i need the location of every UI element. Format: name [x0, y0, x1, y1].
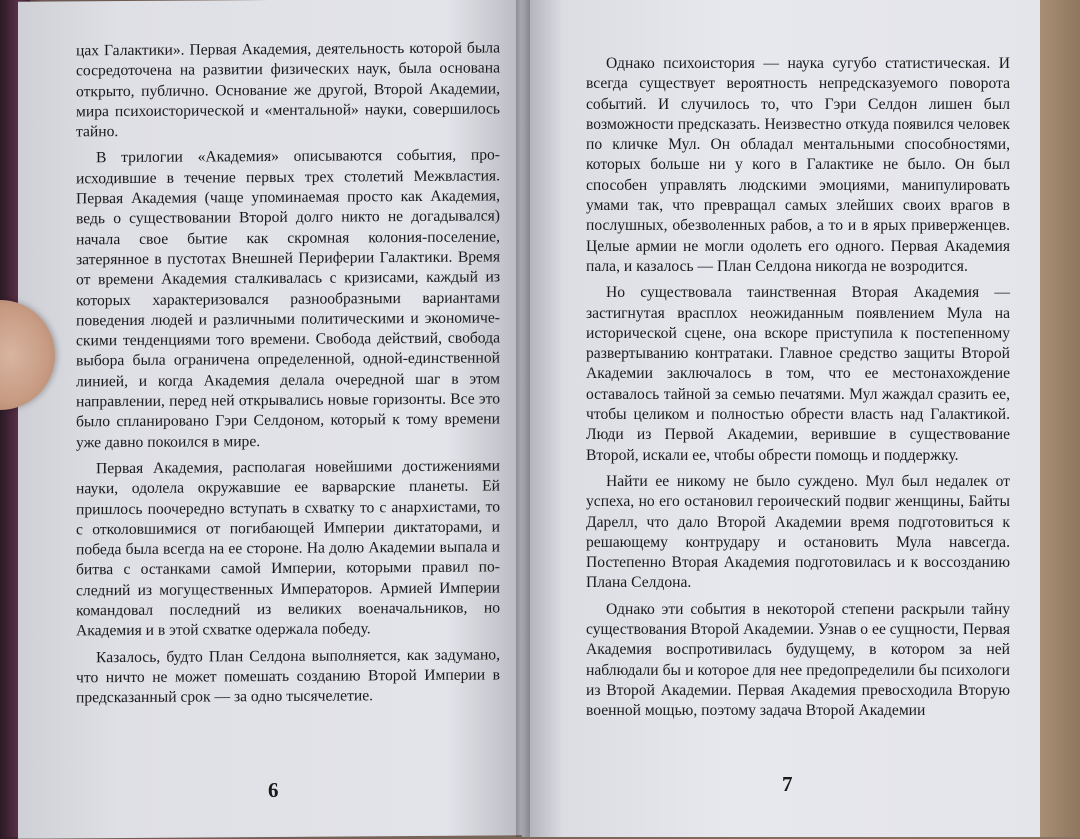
table-surface — [1040, 0, 1080, 837]
book-gutter — [516, 0, 530, 837]
right-page — [522, 0, 1040, 837]
paragraph: Найти ее никому не было суждено. Мул был недалек от успеха, но его остановил героический подвиг женщины, Байты Дарелл, что дало Второй Академии время подготовиться к решающему контрудару и остановить Мула навсегда. Постепенно Вторая Академия подготовилась и к воссозданию Плана Селдона. — [586, 472, 1010, 592]
paragraph: Первая Академия, располагая новейшими достижениями науки, одолела окружавшие ее варварские планеты. Ей пришлось поочередно вступать в схватку то с анархистами, то с отколовшимися от погибающей Империи диктаторами, и победа была всегда на ее стороне. На долю Академии выпала и битва с останками самой Империи, которыми правил последний из могущественных Императоров. Армией Империи командовал последний из великих военачальников, но Академия и в этой схватке одержала победу. — [76, 457, 500, 640]
paragraph: Однако психоистория — наука сугубо статистическая. И всегда существует вероятность непредсказуемого поворота событий. И случилось то, что Гэри Селдон лишен был возможности предсказать. Неизвестно откуда появился человек по кличке Мул. Он обладал ментальными способностями, которых больше ни у кого в Галактике не было. Он был способен управлять людскими эмоциями, манипулировать умами так, что превращал самых злейших своих врагов в послушных, обезволенных рабов, а то и в ярых приверженцев. Целые армии не могли одолеть его одного. Первая Академия пала, и казалось — План Селдона никогда не возродится. — [586, 55, 1010, 275]
right-page-text — [586, 54, 1010, 722]
left-page-text — [76, 38, 500, 708]
paragraph: Но существовала таинственная Вторая Академия — застигнутая врасплох неожиданным появлением Мула на исторической сцене, она вскоре приступила к постепенному развертыванию контратаки. Главное средство защиты Второй Академии заключалось в том, что ее местонахождение оставалось тайной за семью печатями. Мул жаждал сразить ее, чтобы целиком и полностью обрести власть над Галактикой. Люди из Первой Академии, верившие в существование Второй, искали ее, чтобы обрести помощь и поддержку. — [586, 284, 1010, 464]
left-page — [18, 0, 522, 839]
page-number: 6 — [268, 777, 279, 803]
page-number: 7 — [782, 772, 793, 796]
paragraph: В трилогии «Академия» описываются события, происходившие в течение первых трех столетий Межвластия. Первая Академия (чаще упоминаемая просто как Академия, ведь о существовании Второй долго никто не догадывался) начала свое бытие как скромная колония-поселение, затерянное в пустотах Внешней Периферии Галактики. Время от времени Академия сталкивалась с кризисами, каждый из которых характеризовался разнообразными вариантами поведения людей и различными политическими и экономическими тенденциями того времени. Свобода действий, свобода выбора была ограничена определенной, одной-единственной линией, и когда Академия делала очередной шаг в этом направлении, перед ней открывались новые горизонты. Все это было спланировано Гэри Селдоном, который к тому времени уже давно покоился в мире. — [76, 146, 500, 451]
paragraph: цах Галактики». Первая Академия, деятельность которой была сосредоточена на развитии физических наук, была основана открыто, публично. Основание же другой, Второй Академии, мира психоисторической и «ментальной» науки, совершилось тайно. — [76, 39, 500, 141]
paragraph: Казалось, будто План Селдона выполняется, как задумано, что ничто не может помешать созданию Второй Империи в предсказанный срок — за одно тысячелетие. — [76, 646, 500, 707]
paragraph: Однако эти события в некоторой степени раскрыли тайну существования Второй Академии. Узнав о ее сущности, Первая Академия воспротивилась будущему, в котором за ней наблюдали бы и которое для нее предопределили бы психологи из Второй Академии. Первая Академия превосходила Вторую военной мощью, поэтому задача Второй Академии — [586, 600, 1010, 720]
